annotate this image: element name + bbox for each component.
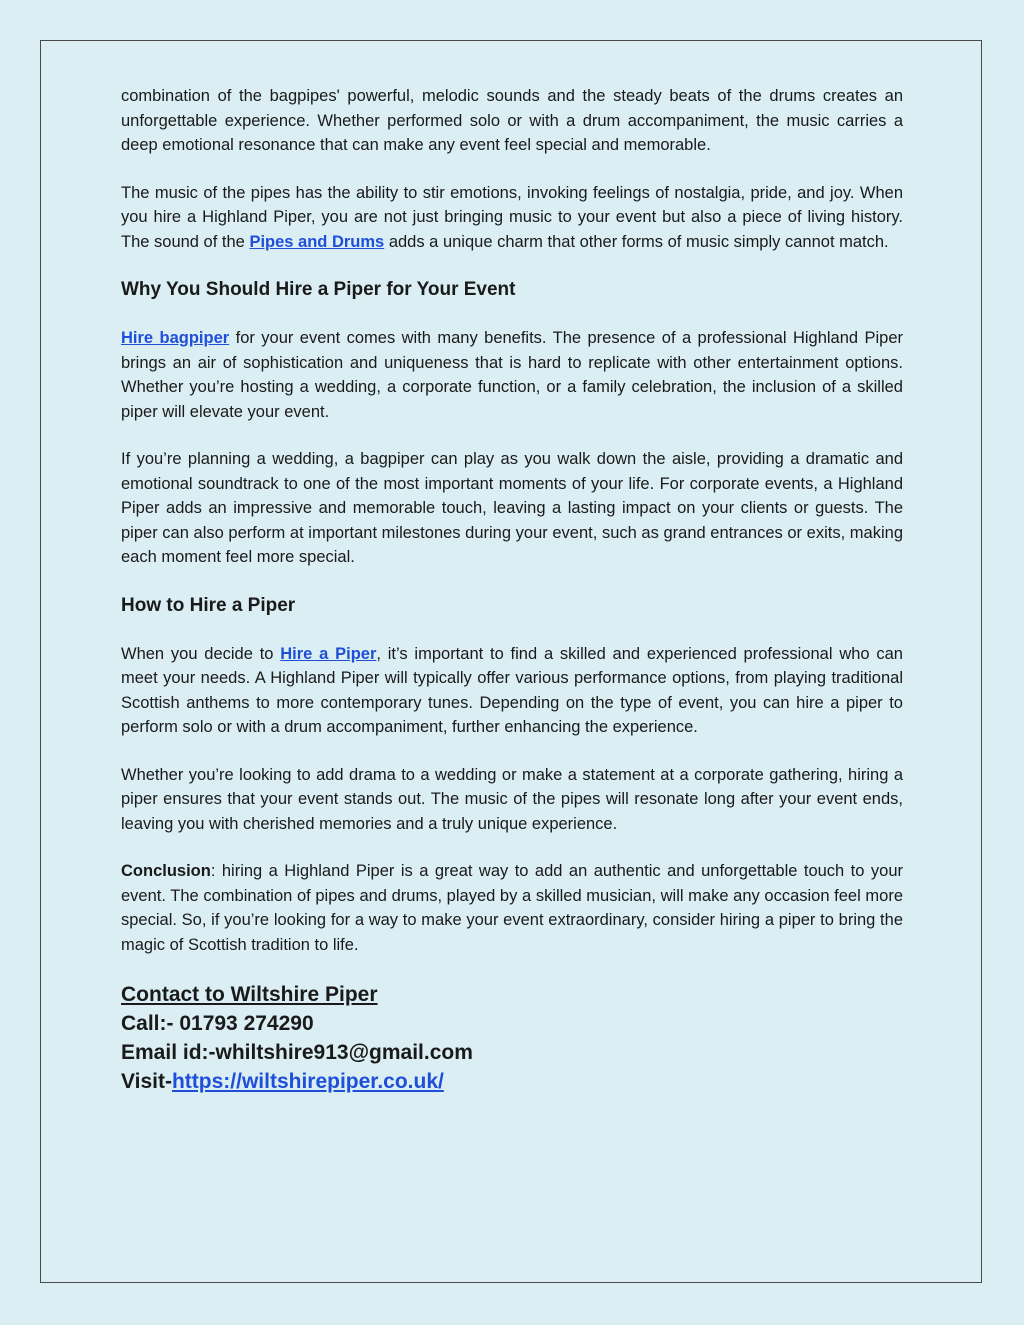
conclusion-label: Conclusion xyxy=(121,862,211,880)
website-link[interactable]: https://wiltshirepiper.co.uk/ xyxy=(171,1070,444,1093)
heading-how-to-hire: How to Hire a Piper xyxy=(121,594,296,616)
text: for your event comes with many benefits. The presence of a professional Highland Piper brings an air of sophistication and uniqueness that is hard to replicate with other entertainment options. Whether you’re hosting a wedding, a corporate function, or a family celebration, the inclusion of a skilled piper will elevate your event. xyxy=(121,329,904,421)
hire-a-piper-link[interactable]: Hire a Piper xyxy=(280,644,377,663)
text: , it’s important to find a skilled and experienced professional who can meet your needs. A Highland Piper will typically offer various performance options, from playing traditional Scottish anthems to more contemporary tunes. Depending on the type of event, you can hire a piper to perform solo or with a drum accompaniment, further enhancing the experience. xyxy=(121,644,903,736)
paragraph-decide xyxy=(121,642,903,740)
paragraph-drama: Whether you’re looking to add drama to a wedding or make a statement at a corporate gathering, hiring a piper ensures that your event stands out. The music of the pipes will resonate long after your event ends, leaving you with cherished memories and a truly unique experience. xyxy=(121,765,903,833)
hire-bagpiper-link[interactable]: Hire bagpiper xyxy=(121,329,230,347)
paragraph-benefits xyxy=(121,326,903,424)
paragraph-conclusion xyxy=(121,859,903,957)
paragraph-music-pipes xyxy=(121,181,903,255)
contact-phone: Call:- 01793 274290 xyxy=(121,1012,314,1035)
paragraph-wedding: If you’re planning a wedding, a bagpiper can play as you walk down the aisle, providing a dramatic and emotional soundtrack to one of the most important moments of your life. For corporate events, a Highland Piper adds an impressive and memorable touch, leaving a lasting impact on your clients or guests. The piper can also perform at important milestones during your event, such as grand entrances or exits, making each moment feel more special. xyxy=(121,450,903,566)
contact-block xyxy=(121,980,903,1096)
contact-email: Email id:-whiltshire913@gmail.com xyxy=(121,1041,473,1064)
text: : hiring a Highland Piper is a great way to add an authentic and unforgettable touch to your event. The combination of pipes and drums, played by a skilled musician, will make any occasion feel more special. So, if you’re looking for a way to make your event extraordinary, consider hiring a piper to bring the magic of Scottish tradition to life. xyxy=(121,862,903,954)
text: The music of the pipes has the ability to stir emotions, invoking feelings of nostalgia, pride, and joy. When you hire a Highland Piper, you are not just bringing music to your event but also a piece of living history. The sound of the xyxy=(121,183,903,251)
text: When you decide to xyxy=(121,644,281,663)
contact-visit xyxy=(121,1067,903,1096)
text: adds a unique charm that other forms of music simply cannot match. xyxy=(384,232,889,251)
document-body xyxy=(121,84,903,1096)
heading-why-hire: Why You Should Hire a Piper for Your Event xyxy=(121,279,516,300)
paragraph-intro: combination of the bagpipes' powerful, melodic sounds and the steady beats of the drums creates an unforgettable experience. Whether performed solo or with a drum accompaniment, the music carries a deep emotional resonance that can make any event feel special and memorable. xyxy=(121,87,903,154)
contact-title: Contact to Wiltshire Piper xyxy=(121,983,378,1006)
pipes-and-drums-link[interactable]: Pipes and Drums xyxy=(249,232,385,251)
visit-label: Visit- xyxy=(121,1070,172,1093)
